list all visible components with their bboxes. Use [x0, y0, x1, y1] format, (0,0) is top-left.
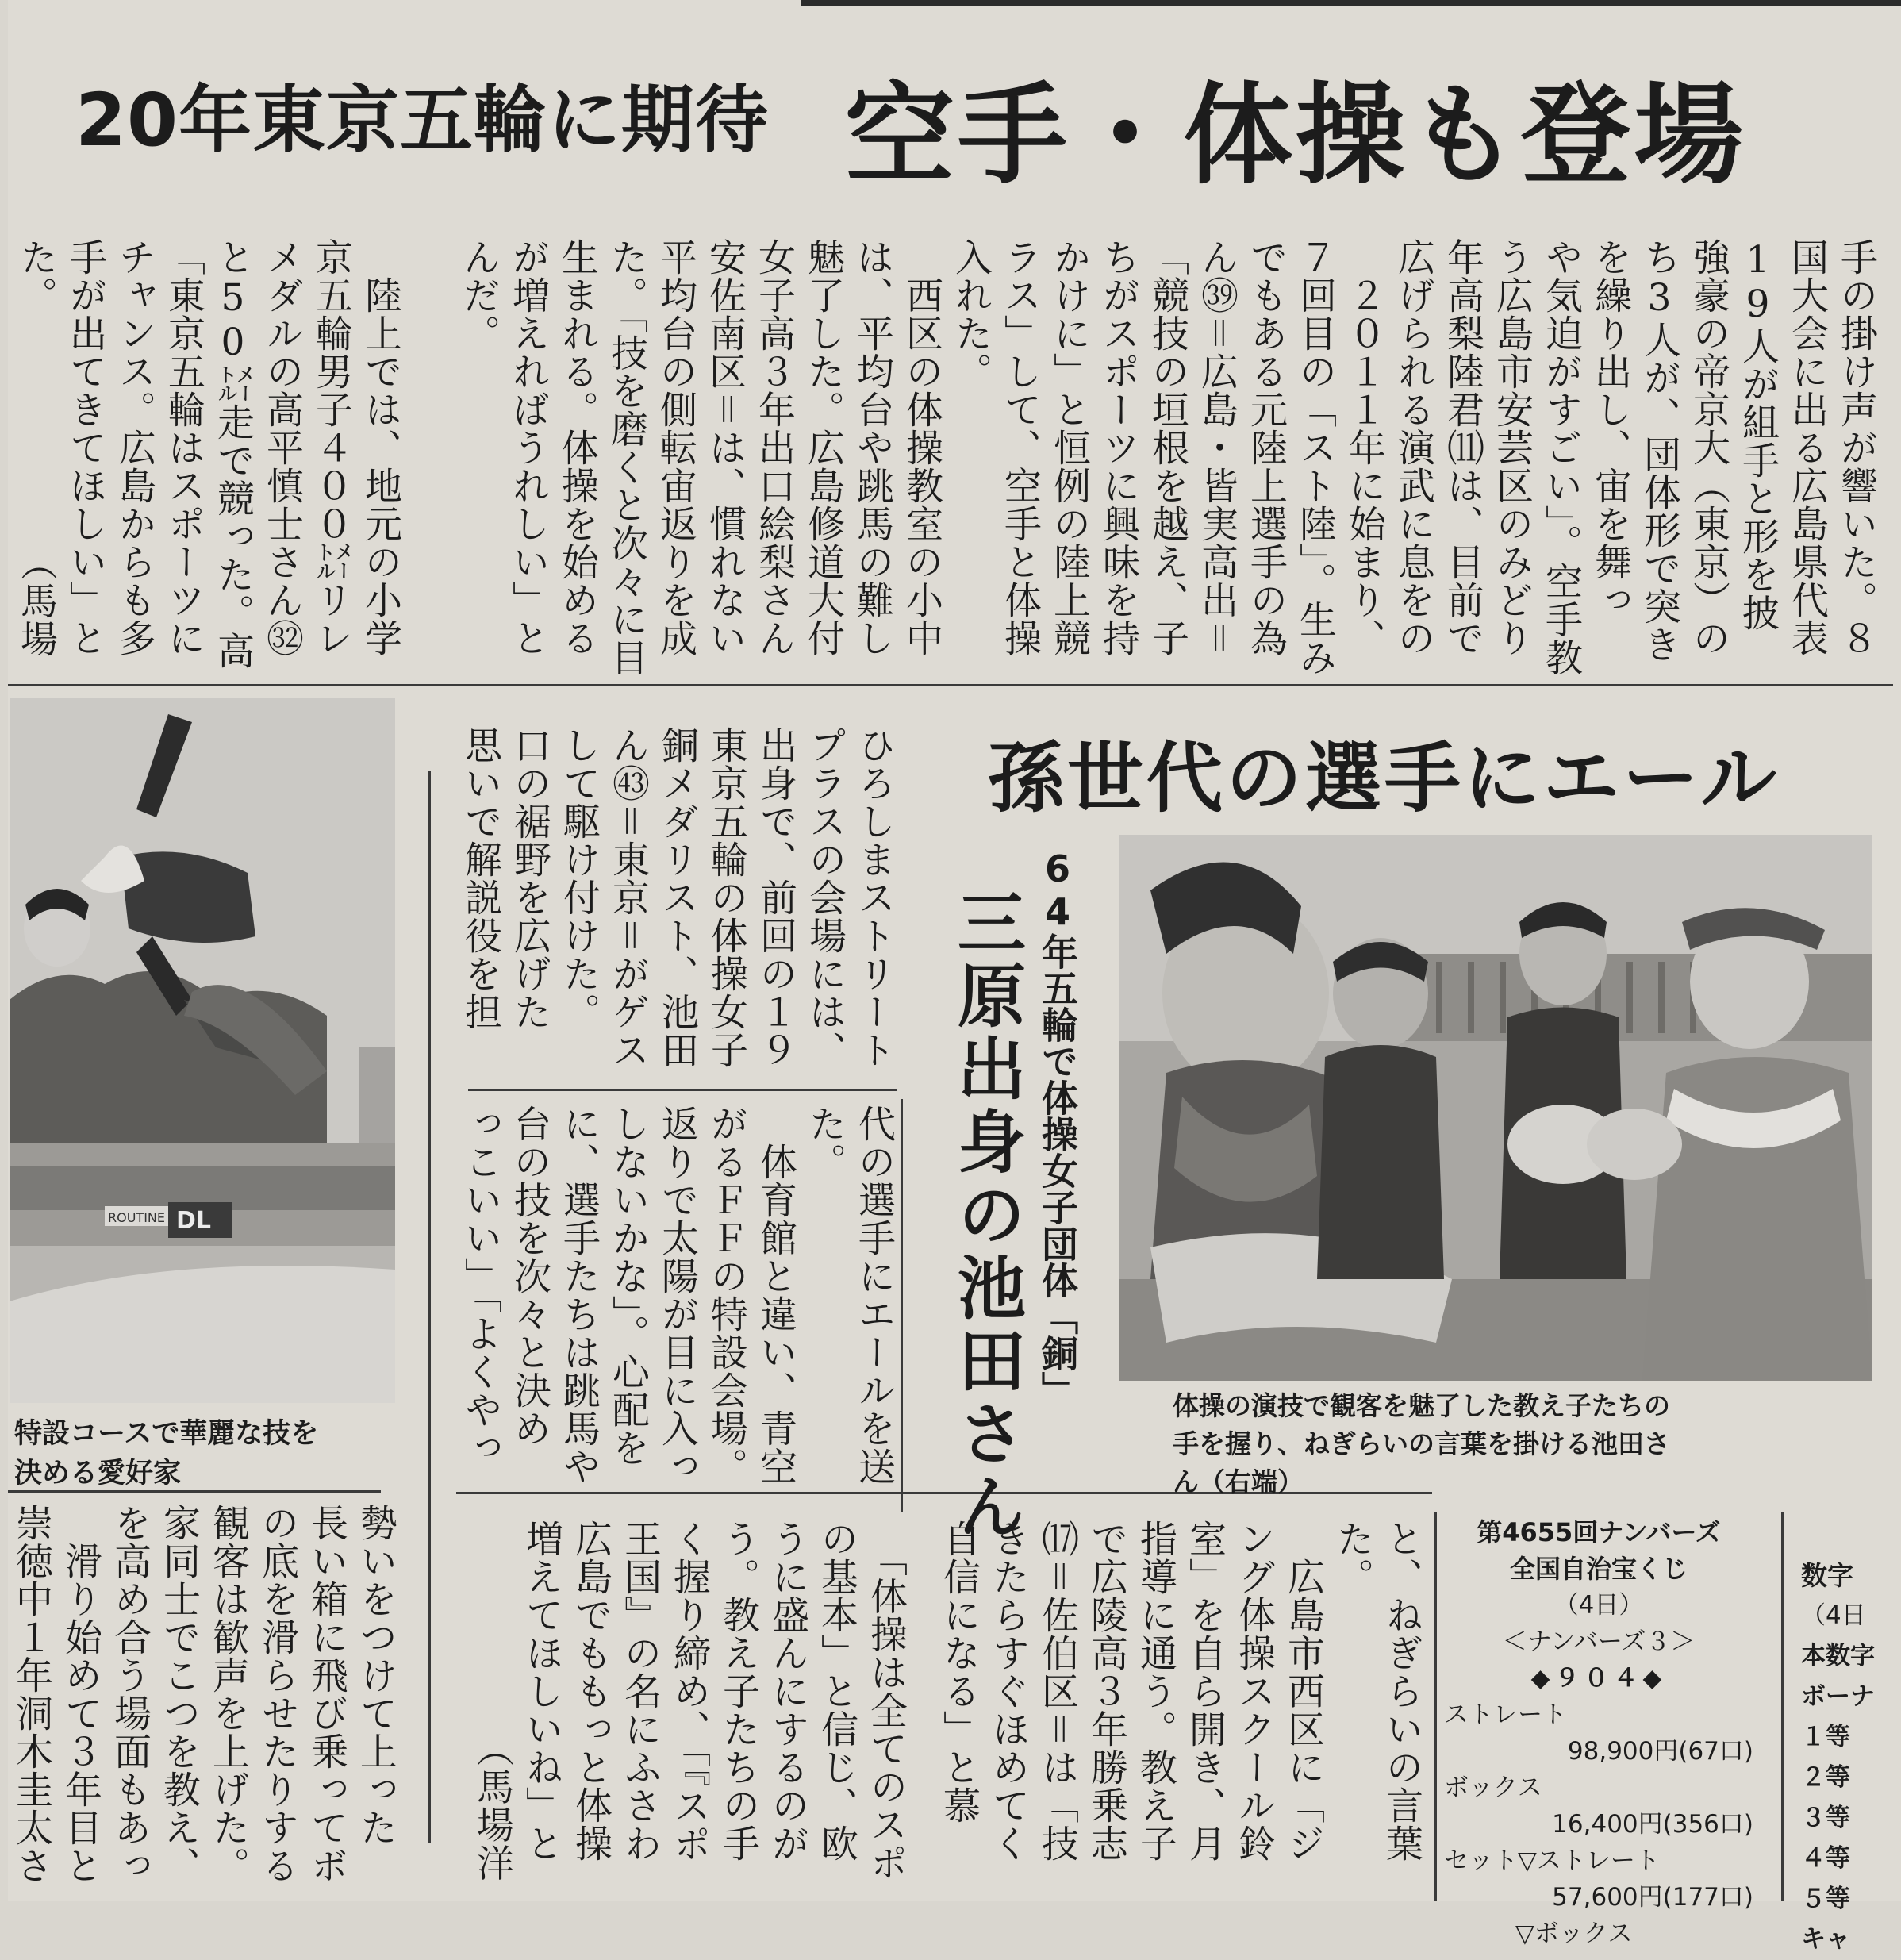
- sub-article-column: と、ねぎらいの言葉: [1380, 1520, 1423, 1862]
- headline-left: 20年東京五輪に期待: [75, 78, 770, 163]
- top-article-column: 平均台の側転宙返りを成: [654, 238, 697, 657]
- sub-article-column: 自信になる」と慕: [937, 1520, 981, 1824]
- sub-article-column: の基本」と信じ、欧: [815, 1520, 858, 1862]
- sub-article-column: 体育館と違い、青空: [754, 1143, 797, 1485]
- sub-article-column: で広陵高３年勝乗志: [1085, 1520, 1128, 1862]
- sub-article-column: （馬場洋: [470, 1748, 514, 1882]
- top-article-column: ラス」して、空手と体操: [998, 238, 1042, 657]
- sub-article-column: 王国』の名にふさわ: [618, 1520, 662, 1862]
- lottery-label: ボックス: [1444, 1774, 1542, 1802]
- top-article-column: 京五輪男子４００㍍リレ: [309, 238, 353, 657]
- sub-article-column: 広島市西区に「ジ: [1281, 1558, 1325, 1862]
- numbers-results-partial: [1801, 1555, 1901, 1960]
- top-article-column: でもある元陸上選手の為: [1244, 238, 1288, 657]
- top-article-column: う広島市安芸区のみどり: [1490, 238, 1534, 657]
- divider-rule: [428, 771, 431, 1843]
- sub-article-column: 台の技を次々と決め: [508, 1105, 551, 1447]
- sub-article-column: ひろしまストリート: [852, 726, 896, 1069]
- sub-article-column: 思いで解説役を担: [459, 726, 502, 1031]
- sub-article-column: ん㊸＝東京＝がゲス: [606, 726, 650, 1069]
- top-article-column: ２０１１年に始まり、: [1342, 276, 1386, 657]
- top-article-column: んだ。: [457, 238, 501, 352]
- skater-article-column: 勢いをつけて上った: [354, 1504, 397, 1847]
- top-article-column: 入れた。: [949, 238, 993, 390]
- divider-rule: [1434, 1512, 1437, 1901]
- lottery-label: ▽ボックス: [1515, 1920, 1633, 1948]
- numbers-date: （4日: [1801, 1601, 1866, 1630]
- top-article-column: 生まれる。体操を始める: [555, 238, 599, 657]
- top-article-column: ち3人が、団体形で突き: [1638, 238, 1681, 663]
- gymnast-photo-caption: [1173, 1387, 1871, 1501]
- lottery-value: 16,400円(356口): [1552, 1810, 1753, 1839]
- numbers-main: 本数字: [1801, 1642, 1875, 1670]
- top-article-column: 陸上では、地元の小学: [359, 276, 402, 657]
- top-article-column: た。 （馬場: [14, 238, 58, 658]
- banner-dl: DL: [176, 1207, 212, 1235]
- numbers-prize: １等: [1801, 1723, 1850, 1751]
- top-border: [801, 0, 1901, 6]
- sub-article-column: プラスの会場には、: [803, 726, 847, 1069]
- sub-article-column: 広島でももっと体操: [569, 1520, 613, 1862]
- top-article-column: が増えればうれしい」と: [506, 238, 550, 657]
- divider-rule: [468, 1089, 897, 1091]
- top-article-column: を繰り出し、宙を舞っ: [1588, 238, 1632, 619]
- lottery-value: 98,900円(67口): [1567, 1737, 1753, 1766]
- sub-article-column: た。: [1331, 1520, 1374, 1596]
- skater-article-column: 長い箱に飛び乗ってボ: [305, 1504, 348, 1885]
- sub-article-column: 返りで太陽が目に入っ: [655, 1105, 699, 1485]
- caption-line: 体操の演技で観客を魅了した教え子たちの: [1173, 1390, 1670, 1421]
- headline-main: 空手・体操も登場: [845, 70, 1747, 199]
- sub-article-column: ⒄＝佐伯区＝は「技: [1035, 1520, 1079, 1862]
- numbers-bonus: ボーナ: [1801, 1682, 1875, 1711]
- sub-article-column: た。: [803, 1105, 847, 1181]
- sub-article-name-headline: 三原出身の池田さん: [946, 887, 1026, 1544]
- lottery-date: （4日）: [1553, 1591, 1644, 1620]
- top-article-column: ん㊴＝広島・皆実高出＝: [1195, 238, 1239, 657]
- top-article-column: た。「技を磨くと次々に目: [605, 238, 648, 677]
- divider-rule: [1781, 1512, 1784, 1901]
- lottery-subtitle: 全国自治宝くじ: [1509, 1554, 1688, 1584]
- lottery-game: ＜ナンバーズ３＞: [1502, 1628, 1696, 1656]
- sub-article-column: 室」を自ら開き、月: [1183, 1520, 1227, 1862]
- top-article-column: は、平均台や跳馬の難し: [851, 238, 894, 657]
- top-article-column: 広げられる演武に息をの: [1392, 238, 1435, 657]
- skater-article-column: の底を滑らせたりする: [255, 1504, 299, 1885]
- top-article-column: 女子高３年出口絵梨さん: [752, 238, 796, 657]
- top-article-column: 「東京五輪はスポーツに: [162, 238, 205, 657]
- skater-article-column: 家同士でこつを教え、: [157, 1504, 201, 1885]
- sub-article-column: きたらすぐほめてく: [986, 1520, 1030, 1862]
- top-article-column: チャンス。広島からも多: [113, 238, 156, 657]
- lottery-value: 57,600円(177口): [1552, 1883, 1753, 1912]
- caption-line: ん（右端）: [1173, 1466, 1304, 1497]
- top-article-column: 西区の体操教室の小中: [900, 276, 943, 657]
- numbers-title: 数字: [1801, 1560, 1853, 1591]
- skater-photo-caption: [14, 1414, 395, 1493]
- top-article-column: ７回目の「スト陸」。生み: [1293, 238, 1337, 677]
- skater-article-column: 観客は歓声を上げた。: [206, 1504, 250, 1885]
- top-article-column: 国大会に出る広島県代表: [1785, 238, 1829, 657]
- lottery-label: ストレート: [1444, 1701, 1567, 1729]
- skater-photo: [10, 698, 395, 1403]
- numbers-carry: キャ: [1801, 1925, 1850, 1954]
- top-article-column: 安佐南区＝は、慣れない: [703, 238, 747, 657]
- top-article-column: 「競技の垣根を越え、子: [1146, 238, 1189, 657]
- divider-rule: [8, 684, 1893, 686]
- numbers-prize: ５等: [1801, 1885, 1850, 1913]
- sub-article-column: ング体操スクール鈴: [1232, 1520, 1276, 1862]
- sub-article-column: っこいい」「よくやっ: [459, 1105, 502, 1467]
- sub-article-kicker: 64年五輪で体操女子団体「銅」: [1036, 847, 1079, 1408]
- sub-article-column: しないかな」。心配を: [606, 1105, 650, 1467]
- numbers-prize: ４等: [1801, 1844, 1850, 1873]
- sub-article-column: 出身で、前回の１９: [754, 726, 797, 1069]
- top-article-column: 19人が組手と形を披: [1736, 238, 1780, 632]
- skater-article-column: を高め合う場面もあっ: [108, 1504, 152, 1885]
- sub-article-column: く握り締め、「『スポ: [667, 1520, 711, 1863]
- top-article-column: 魅了した。広島修道大付: [801, 238, 845, 657]
- top-article-column: メダルの高平慎士さん㉜: [260, 238, 304, 657]
- top-article-column: や気迫がすごい」。空手教: [1539, 238, 1583, 677]
- sub-article-column: 代の選手にエールを送: [852, 1105, 896, 1485]
- top-article-column: かけに」と恒例の陸上競: [1047, 238, 1091, 657]
- sub-article-column: 「体操は全てのスポ: [864, 1558, 908, 1882]
- sub-article-column: して駆け付けた。: [557, 726, 601, 1031]
- sub-article-column: 指導に通う。教え子: [1134, 1520, 1177, 1862]
- top-article-column: と50㍍走で競った。高: [211, 238, 255, 670]
- top-article-column: 手の掛け声が響いた。８: [1834, 238, 1878, 657]
- top-article-column: 強豪の帝京大（東京）の: [1687, 238, 1730, 657]
- caption-line: 決める愛好家: [14, 1458, 182, 1489]
- sub-article-column: 東京五輪の体操女子: [705, 726, 748, 1069]
- sub-article-column: 増えてほしいね」と: [520, 1520, 563, 1862]
- top-article-column: ちがスポーツに興味を持: [1096, 238, 1140, 657]
- sub-article-column: う。教え子たちの手: [716, 1520, 760, 1862]
- lottery-title: 第4655回ナンバーズ: [1477, 1517, 1721, 1547]
- skater-article-column: 滑り始めて３年目と: [59, 1542, 102, 1885]
- sub-article-column: がるＦＦの特設会場。: [705, 1105, 748, 1485]
- sub-headline: 孫世代の選手にエール: [988, 733, 1780, 823]
- sub-article-column: に、選手たちは跳馬や: [557, 1105, 601, 1485]
- lottery-label: セット▽ストレート: [1444, 1847, 1660, 1875]
- skater-article-column: 崇徳中１年洞木圭太さ: [10, 1504, 53, 1885]
- top-article-column: 手が出てきてほしい」と: [63, 238, 107, 657]
- numbers-prize: ２等: [1801, 1763, 1850, 1792]
- lottery-winning-number: ◆９０４◆: [1530, 1664, 1667, 1693]
- gymnast-photo: [1119, 835, 1872, 1381]
- banner-routine: ROUTINE: [108, 1210, 165, 1225]
- top-article-column: 年高梨陸君⑾は、目前で: [1441, 238, 1484, 657]
- sub-article-column: うに盛んにするのが: [766, 1520, 809, 1862]
- sub-article-column: 口の裾野を広げた: [508, 726, 551, 1031]
- divider-rule: [901, 1099, 903, 1512]
- sub-article-column: 銅メダリスト、池田: [655, 726, 699, 1069]
- lottery-results: [1444, 1514, 1753, 1952]
- numbers-prize: ３等: [1801, 1804, 1850, 1832]
- caption-line: 手を握り、ねぎらいの言葉を掛ける池田さ: [1173, 1428, 1670, 1459]
- caption-line: 特設コースで華麗な技を: [14, 1418, 319, 1450]
